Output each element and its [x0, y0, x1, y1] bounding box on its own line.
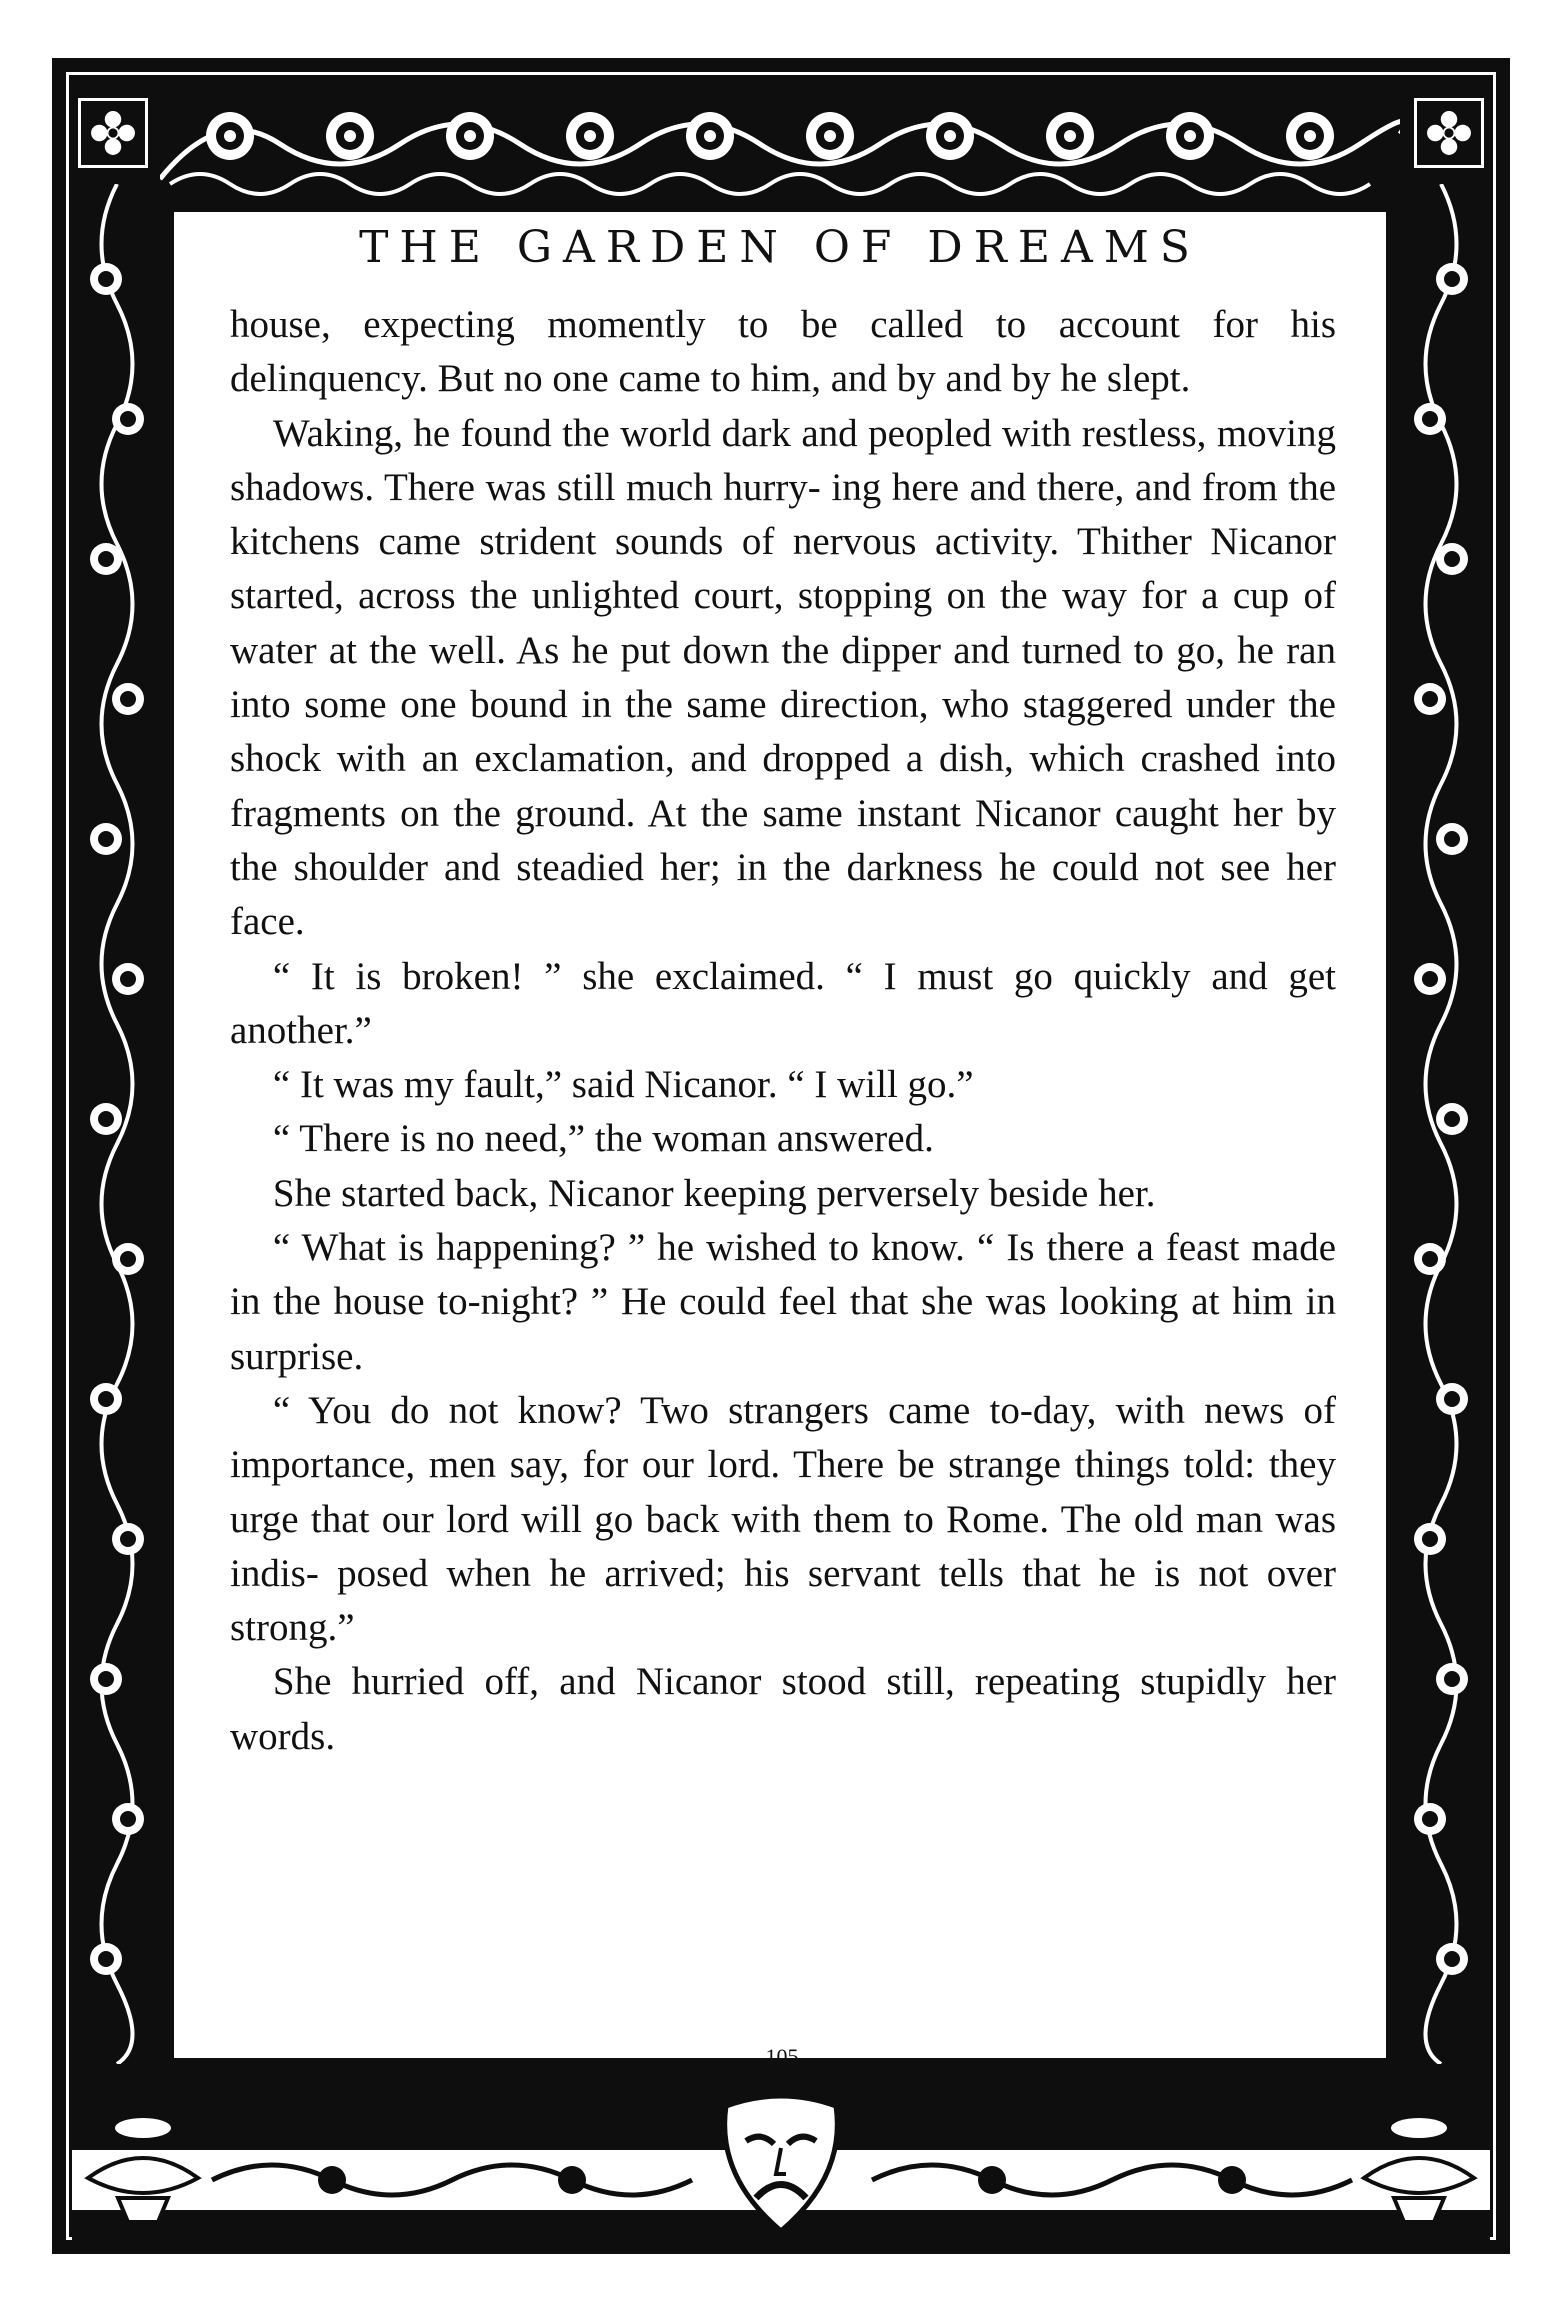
paragraph: She started back, Nicanor keeping perversely beside her.: [272, 1171, 1156, 1215]
body-text: [230, 298, 1336, 1764]
paragraph: “ There is no need,” the woman answered.: [272, 1117, 934, 1161]
bottom-frieze-ornament: [72, 2080, 1490, 2240]
page-title: THE GARDEN OF DREAMS: [359, 222, 1201, 273]
oil-lamp-icon: [78, 2098, 208, 2228]
paragraph: Waking, he found the world dark and peopled with restless, moving shadows. There was still much hurry- ing here and there, and from the kitchens came strident sounds of nervous activity. Thither Nicanor started, across the unlighted court, stopping on the way for a cup of water at the well. As he put down the dipper and turned to go, he ran into some one bound in the same direction, who staggered under the shock with an exclamation, and dropped a dish, which crashed into fragments on the ground. At the same instant Nicanor caught her by the shoulder and steadied her; in the darkness he could not see her face.: [230, 411, 1336, 944]
left-vine-ornament: [76, 184, 158, 2064]
paragraph: “ It is broken! ” she exclaimed. “ I must go quickly and get another.”: [230, 954, 1336, 1052]
flower-rosette-icon: [78, 98, 148, 168]
paragraph: “ What is happening? ” he wished to know. “ Is there a feast made in the house to-night? ” He could feel that she was looking at him in surprise.: [230, 1226, 1336, 1378]
flower-rosette-icon: [1414, 98, 1484, 168]
paragraph: “ You do not know? Two strangers came to-day, with news of importance, men say, for our lord. There be strange things told: they urge that our lord will go back with them to Rome. The old man was indis- posed when he arrived; his servant tells that he is not over strong.”: [230, 1388, 1336, 1650]
right-vine-ornament: [1400, 184, 1482, 2064]
paragraph: She hurried off, and Nicanor stood still, repeating stupidly her words.: [230, 1660, 1336, 1758]
paragraph: house, expecting momently to be called to account for his delinquency. But no one came to him, and by and by he slept.: [230, 303, 1336, 401]
page-number: 105: [765, 2044, 799, 2069]
oil-lamp-icon: [1354, 2098, 1484, 2228]
paragraph: “ It was my fault,” said Nicanor. “ I will go.”: [272, 1063, 974, 1107]
tragedy-mask-icon: [706, 2086, 856, 2236]
top-scroll-ornament: [160, 84, 1400, 202]
